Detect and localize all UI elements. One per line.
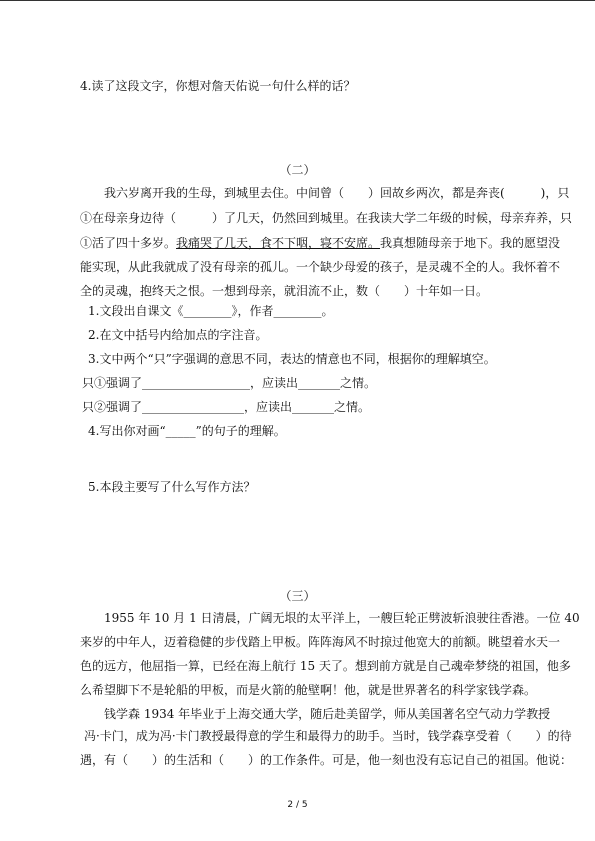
- section-2-question-3a: 只①强调了__________________，应读出_______之情。: [82, 376, 377, 390]
- section-3-para-1-line-1: 1955 年 10 月 1 日清晨，广阔无垠的太平洋上，一艘巨轮正劈波斩浪驶往香港。一位 40: [104, 611, 580, 625]
- section-3-para-2-line-1: 钱学森 1934 年毕业于上海交通大学，随后赴美留学，师从美国著名空气动力学教授: [104, 707, 551, 721]
- section-2-question-3: 3.文中两个“只”字强调的意思不同，表达的情意也不同，根据你的理解填空。: [88, 352, 496, 366]
- section-2-para-line-1: 我六岁离开我的生母，到城里去住。中间曾（ ）回故乡两次，都是奔丧( )，只: [104, 186, 570, 200]
- section-3-para-1-line-3: 色的远方，他屈指一算，已经在海上航行 15 天了。想到前方就是自己魂牵梦绕的祖国，他多: [80, 659, 571, 673]
- section-2-para-line-4: 能实现，从此我就成了没有母亲的孤儿。一个缺少母爱的孩子，是灵魂不全的人。我怀着不: [80, 260, 561, 274]
- section-3-para-1-line-4: 么希望脚下不是轮船的甲板，而是火箭的舱壁啊！他，就是世界著名的科学家钱学森。: [80, 683, 537, 697]
- section-2-heading: （二）: [279, 163, 316, 177]
- section-2-para-line-5: 全的灵魂，抱终天之恨。一想到母亲，就泪流不止，数（ ）十年如一日。: [80, 284, 489, 298]
- section-2-question-5: 5.本段主要写了什么写作方法？: [88, 480, 256, 494]
- section-2-question-2: 2.在文中括号内给加点的字注音。: [88, 328, 268, 342]
- section-3-heading: （三）: [279, 589, 316, 603]
- para-line-3-end: 我真想随母亲于地下。我的愿望没: [380, 236, 561, 250]
- section-3-para-1-line-2: 来岁的中年人，迈着稳健的步伐踏上甲板。阵阵海风不时掠过他宽大的前额。眺望着水天一: [80, 635, 561, 649]
- section-3-para-2-line-2: 冯·卡门，成为冯·卡门教授最得意的学生和最得力的助手。当时，钱学森享受着（ ）的待: [84, 729, 572, 743]
- section-2-para-line-2: ①在母亲身边待（ ）了几天，仍然回到城里。在我读大学二年级的时候，母亲弃养，只: [80, 211, 573, 225]
- section-2-question-3b: 只②强调了_________________，应读出_______之情。: [82, 400, 371, 414]
- underlined-sentence: 我痛哭了几天，食不下咽，寝不安席。: [176, 236, 381, 250]
- section-2-question-1: 1.文段出自课文《________》，作者________。: [88, 304, 334, 318]
- top-border-line: [0, 0, 595, 1]
- page-number: 2 / 5: [287, 800, 308, 810]
- section-2-para-line-3: [80, 235, 560, 251]
- question-4-top: 4.读了这段文字，你想对詹天佑说一句什么样的话？: [80, 79, 356, 93]
- para-line-3-start: ①活了四十多岁。: [80, 236, 177, 250]
- section-2-question-4: 4.写出你对画“_____”的句子的理解。: [88, 424, 286, 438]
- section-3-para-2-line-3: 遇，有（ ）的生活和（ ）的工作条件。可是，他一刻也没有忘记自己的祖国。他说：: [80, 753, 573, 767]
